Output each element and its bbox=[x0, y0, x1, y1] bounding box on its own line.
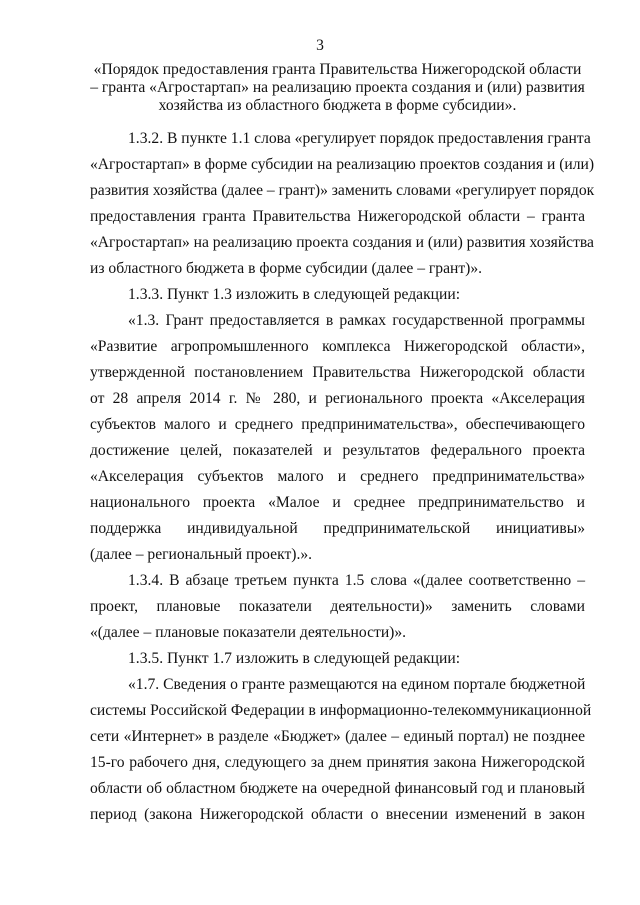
paragraph-line: «Акселерация субъектов малого и среднего предпринимательства» bbox=[90, 468, 585, 485]
paragraph-line: утвержденной постановлением Правительства Нижегородской области bbox=[90, 364, 585, 381]
paragraph-line: проект, плановые показатели деятельности)» заменить словами bbox=[90, 598, 585, 615]
paragraph-line: «Агростартап» на реализацию проекта создания и (или) развития хозяйства bbox=[90, 234, 594, 251]
paragraph-line: области об областном бюджете на очередной финансовый год и плановый bbox=[90, 780, 585, 797]
heading-line: «Порядок предоставления гранта Правительства Нижегородской области bbox=[93, 61, 582, 78]
paragraph-line: 1.3.2. В пункте 1.1 слова «регулирует порядок предоставления гранта bbox=[128, 130, 591, 147]
paragraph-line: от 28 апреля 2014 г. № 280, и регионального проекта «Акселерация bbox=[90, 390, 585, 407]
paragraph-line: «Агростартап» в форме субсидии на реализацию проектов создания и (или) bbox=[90, 156, 595, 173]
heading-line: хозяйства из областного бюджета в форме субсидии». bbox=[158, 97, 517, 114]
paragraph-line: 1.3.3. Пункт 1.3 изложить в следующей редакции: bbox=[128, 286, 461, 303]
paragraph-line: достижение целей, показателей и результатов федерального проекта bbox=[90, 442, 585, 459]
paragraph-line: «Развитие агропромышленного комплекса Нижегородской области», bbox=[90, 338, 585, 355]
paragraph-line: 1.3.4. В абзаце третьем пункта 1.5 слова «(далее соответственно – bbox=[128, 572, 585, 589]
paragraph-line: из областного бюджета в форме субсидии (далее – грант)». bbox=[90, 260, 483, 277]
paragraph-line: национального проекта «Малое и среднее предпринимательство и bbox=[90, 494, 585, 511]
paragraph-line: системы Российской Федерации в информационно-телекоммуникационной bbox=[90, 702, 592, 719]
paragraph-line: поддержка индивидуальной предпринимательской инициативы» bbox=[90, 520, 585, 537]
paragraph-line: 1.3.5. Пункт 1.7 изложить в следующей редакции: bbox=[128, 650, 461, 667]
paragraph-line: 15-го рабочего дня, следующего за днем принятия закона Нижегородской bbox=[90, 754, 585, 771]
paragraph-line: сети «Интернет» в разделе «Бюджет» (далее – единый портал) не позднее bbox=[90, 728, 585, 745]
heading-line: – гранта «Агростартап» на реализацию проекта создания и (или) развития bbox=[90, 79, 585, 96]
paragraph-line: «1.7. Сведения о гранте размещаются на едином портале бюджетной bbox=[128, 676, 586, 693]
paragraph-line: субъектов малого и среднего предпринимательства», обеспечивающего bbox=[90, 416, 585, 433]
paragraph-line: период (закона Нижегородской области о внесении изменений в закон bbox=[90, 806, 585, 823]
paragraph-line: «1.3. Грант предоставляется в рамках государственной программы bbox=[128, 312, 585, 329]
page-number: 3 bbox=[316, 37, 324, 54]
paragraph-line: (далее – региональный проект).». bbox=[90, 546, 313, 563]
paragraph-line: «(далее – плановые показатели деятельности)». bbox=[90, 624, 407, 641]
paragraph-line: предоставления гранта Правительства Нижегородской области – гранта bbox=[90, 208, 585, 225]
paragraph-line: развития хозяйства (далее – грант)» заменить словами «регулирует порядок bbox=[90, 182, 595, 199]
